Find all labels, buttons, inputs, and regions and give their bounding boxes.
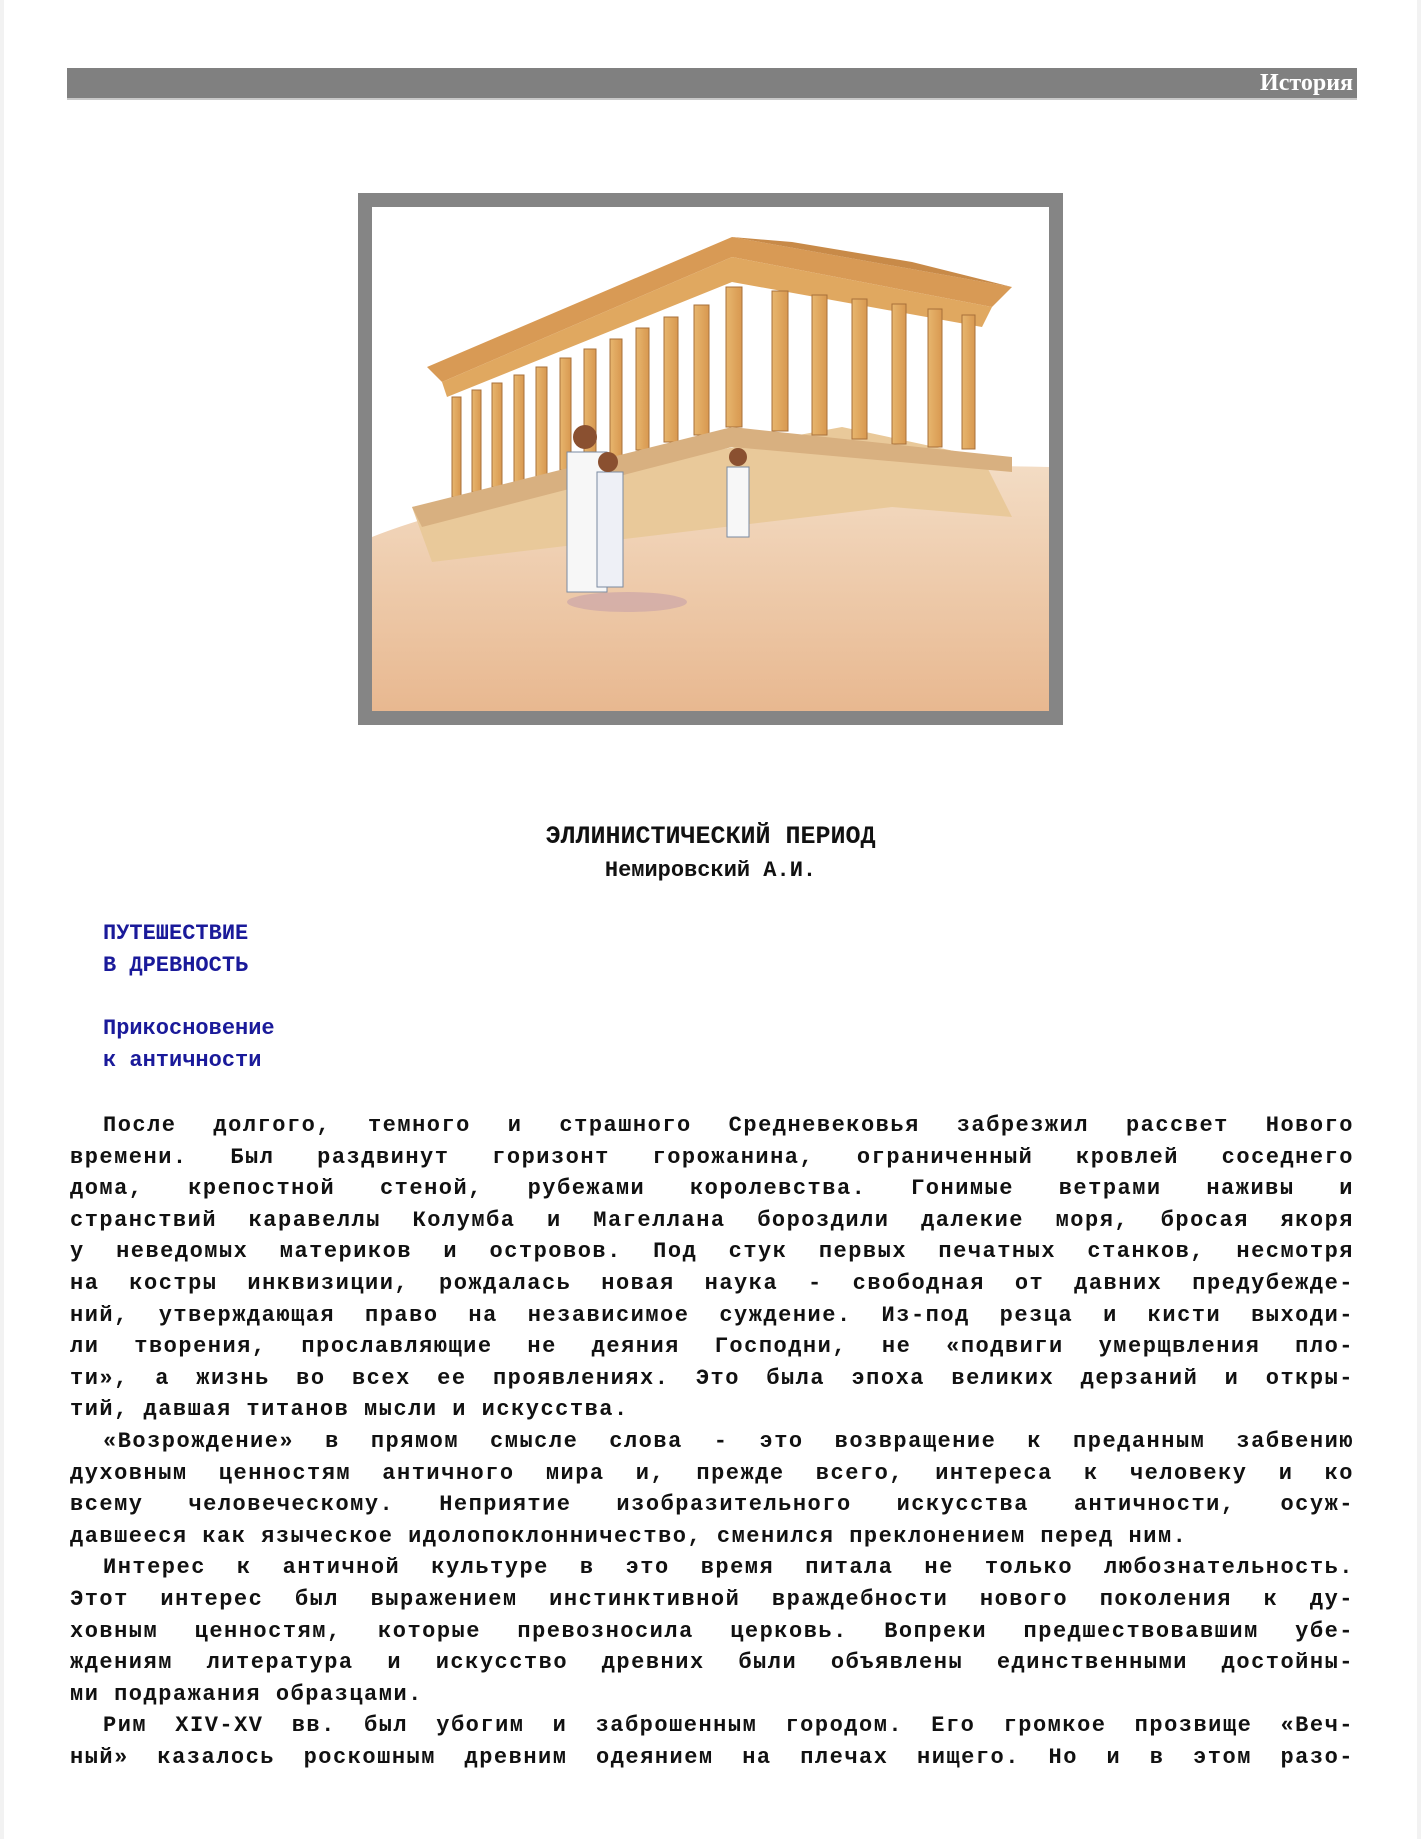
text-line: ми подражания образцами. bbox=[70, 1681, 423, 1707]
paragraph bbox=[70, 1110, 1354, 1426]
text-line: Интерес к античной культуре в это время питала не только любознательность. bbox=[103, 1555, 1354, 1581]
text-line: ховным ценностям, которые превозносила церковь. Вопреки предшествовавшим убе- bbox=[70, 1618, 1354, 1644]
chapter-heading-line: Прикосновение bbox=[103, 1016, 275, 1041]
text-line: тий, давшая титанов мысли и искусства. bbox=[70, 1397, 629, 1423]
text-line: духовным ценностям античного мира и, прежде всего, интереса к человеку и ко bbox=[70, 1460, 1354, 1486]
text-line: Этот интерес был выражением инстинктивной враждебности нового поколения к ду- bbox=[70, 1586, 1354, 1612]
text-line: Рим XIV-XV вв. был убогим и заброшенным городом. Его громкое прозвище «Веч- bbox=[103, 1713, 1354, 1739]
text-line: дома, крепостной стеной, рубежами королевства. Гонимые ветрами наживы и bbox=[70, 1176, 1354, 1202]
text-line: всему человеческому. Неприятие изобразительного искусства античности, осуж- bbox=[70, 1492, 1354, 1518]
illustration-frame bbox=[358, 193, 1063, 725]
text-line: ный» казалось роскошным древним одеянием на плечах нищего. Но и в этом разо- bbox=[70, 1744, 1354, 1770]
text-line: После долгого, темного и страшного Средневековья забрезжил рассвет Нового bbox=[103, 1113, 1354, 1138]
text-line: странствий каравеллы Колумба и Магеллана бороздили далекие моря, бросая якоря bbox=[70, 1207, 1354, 1233]
text-line: ти», а жизнь во всех ее проявлениях. Это была эпоха великих дерзаний и откры- bbox=[70, 1365, 1354, 1391]
text-line: ждениям литература и искусство древних были объявлены единственными достойны- bbox=[70, 1650, 1354, 1676]
chapter-heading bbox=[103, 1013, 275, 1076]
paragraph bbox=[70, 1552, 1354, 1710]
temple-illustration bbox=[372, 207, 1049, 711]
text-line: у неведомых материков и островов. Под стук первых печатных станков, несмотря bbox=[70, 1239, 1354, 1265]
text-line: «Возрождение» в прямом смысле слова - это возвращение к преданным забвению bbox=[103, 1428, 1354, 1454]
series-heading bbox=[103, 918, 248, 981]
text-line: на костры инквизиции, рождалась новая наука - свободная от давних предубежде- bbox=[70, 1270, 1354, 1296]
article-author: Немировский А.И. bbox=[604, 858, 817, 883]
series-heading-line: В ДРЕВНОСТЬ bbox=[103, 952, 249, 978]
series-heading-line: ПУТЕШЕСТВИЕ bbox=[103, 921, 249, 946]
text-line: давшееся как языческое идолопоклонничество, сменился преклонением перед ним. bbox=[70, 1523, 1188, 1549]
section-header-bar bbox=[67, 68, 1357, 100]
chapter-heading-line: к античности bbox=[103, 1047, 262, 1073]
paragraph bbox=[70, 1710, 1354, 1773]
text-line: времени. Был раздвинут горизонт горожанина, ограниченный кровлей соседнего bbox=[70, 1144, 1354, 1170]
article-body bbox=[70, 1110, 1354, 1773]
text-line: ний, утверждающая право на независимое суждение. Из-под резца и кисти выходи- bbox=[70, 1302, 1354, 1328]
text-line: ли творения, прославляющие не деяния Господни, не «подвиги умерщвления пло- bbox=[70, 1334, 1354, 1360]
article-title: ЭЛЛИНИСТИЧЕСКИЙ ПЕРИОД bbox=[545, 822, 876, 851]
paragraph bbox=[70, 1426, 1354, 1552]
section-label: История bbox=[1260, 70, 1353, 96]
